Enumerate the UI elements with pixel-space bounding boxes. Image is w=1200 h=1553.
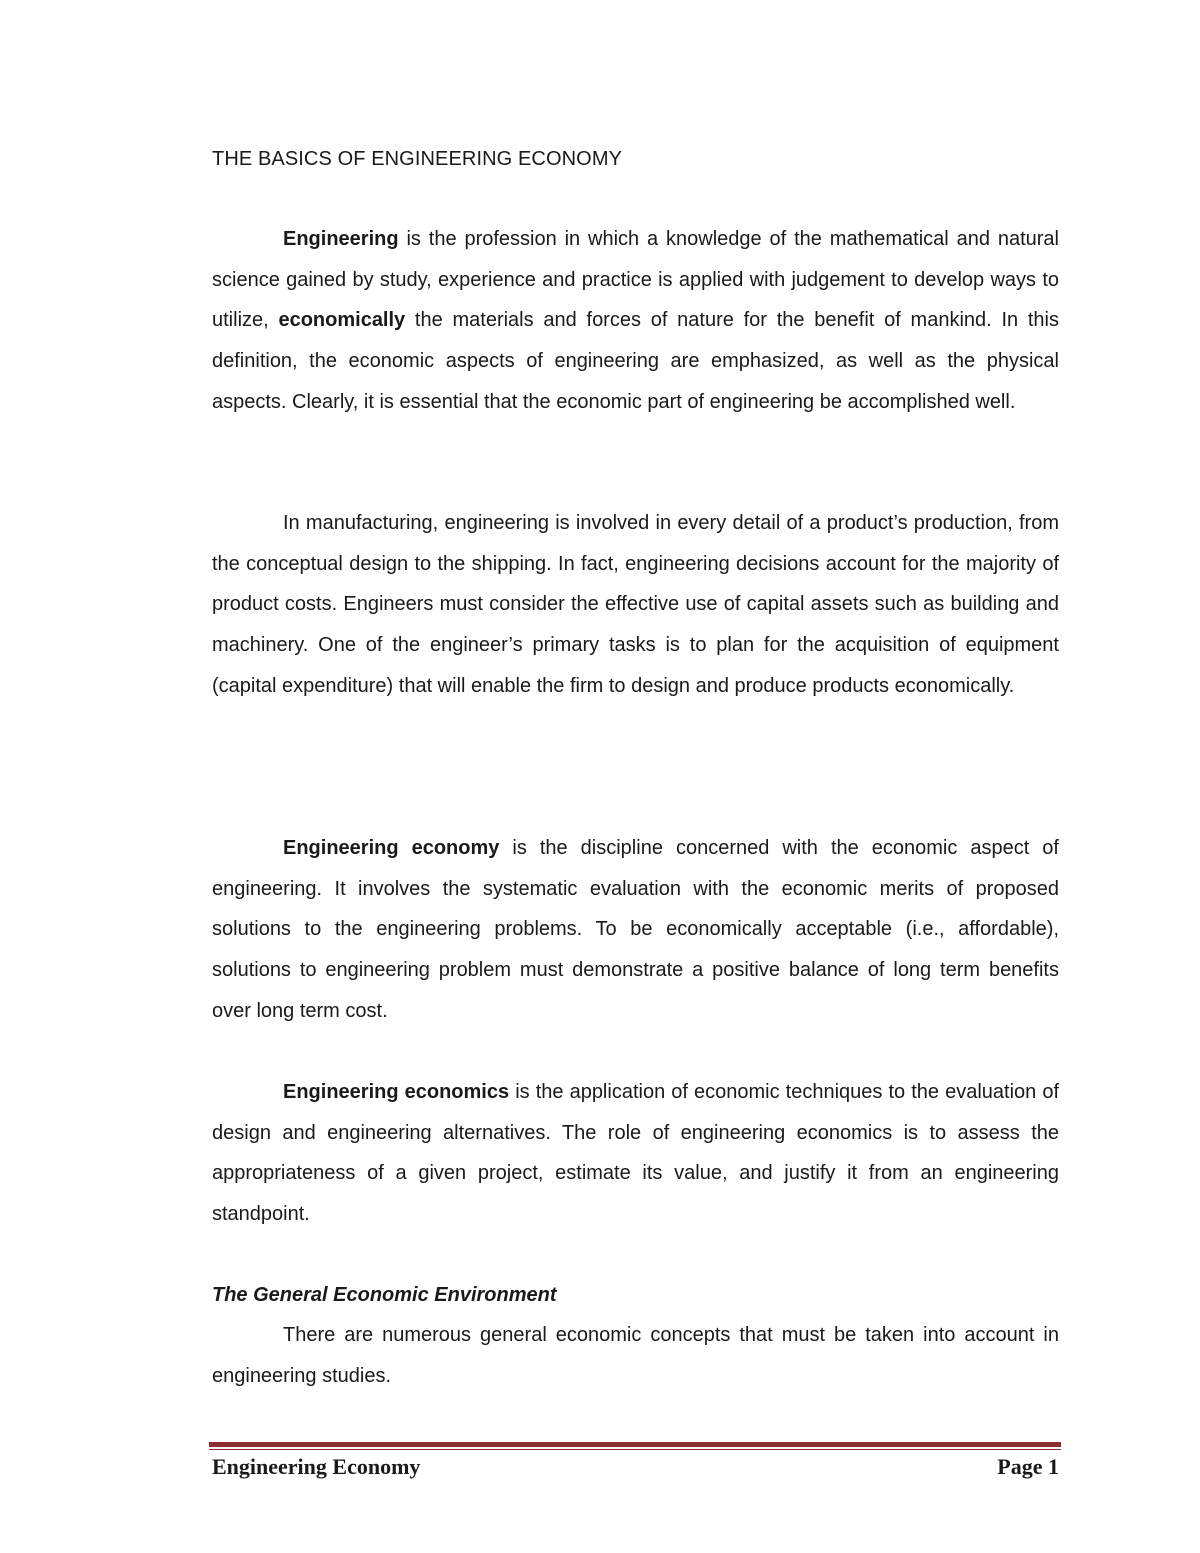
paragraph-engineering-economics [212, 1072, 1059, 1235]
section-subheading: The General Economic Environment [212, 1284, 557, 1306]
paragraph-engineering-definition [212, 219, 1059, 423]
paragraph-manufacturing [212, 503, 1059, 707]
paragraph-engineering-economy [212, 828, 1059, 1032]
term-engineering: Engineering [283, 228, 399, 250]
paragraph-closing [212, 1315, 1059, 1396]
footer-rule-thin [209, 1449, 1061, 1450]
paragraph-text: the materials and forces of nature for the benefit of mankind. In this definition, the economic aspects of engineering are emphasized, as well as the physical aspects. Clearly, it is essential that the economic part of engineering be accomplished well. [212, 309, 1060, 413]
paragraph-text: is the profession in which a knowledge of the mathematical and natural science gained by study, experience and practice is applied with judgement to develop ways to utilize, [212, 228, 1059, 332]
footer-rule-thick [209, 1442, 1061, 1447]
footer-title: Engineering Economy [212, 1454, 421, 1479]
paragraph-text: There are numerous general economic concepts that must be taken into account in engineering studies. [212, 1324, 1059, 1387]
paragraph-text: In manufacturing, engineering is involved in every detail of a product’s production, from the conceptual design to the shipping. In fact, engineering decisions account for the majority of product costs. Engineers must consider the effective use of capital assets such as building and machinery. One of the engineer’s primary tasks is to plan for the acquisition of equipment (capital expenditure) that will enable the firm to design and produce products economically. [212, 512, 1059, 697]
paragraph-text: is the application of economic techniques to the evaluation of design and engineering alternatives. The role of engineering economics is to assess the appropriateness of a given project, estimate its value, and justify it from an engineering standpoint. [212, 1081, 1060, 1226]
term-engineering-economics: Engineering economics [283, 1081, 510, 1103]
page-title: THE BASICS OF ENGINEERING ECONOMY [212, 148, 623, 170]
term-economically: economically [278, 309, 406, 332]
term-engineering-economy: Engineering economy [283, 837, 500, 859]
footer-page-number: Page 1 [997, 1454, 1059, 1479]
paragraph-text: is the discipline concerned with the economic aspect of engineering. It involves the systematic evaluation with the economic merits of proposed solutions to the engineering problems. To be economically acceptable (i.e., affordable), solutions to engineering problem must demonstrate a positive balance of long term benefits over long term cost. [212, 837, 1059, 1022]
